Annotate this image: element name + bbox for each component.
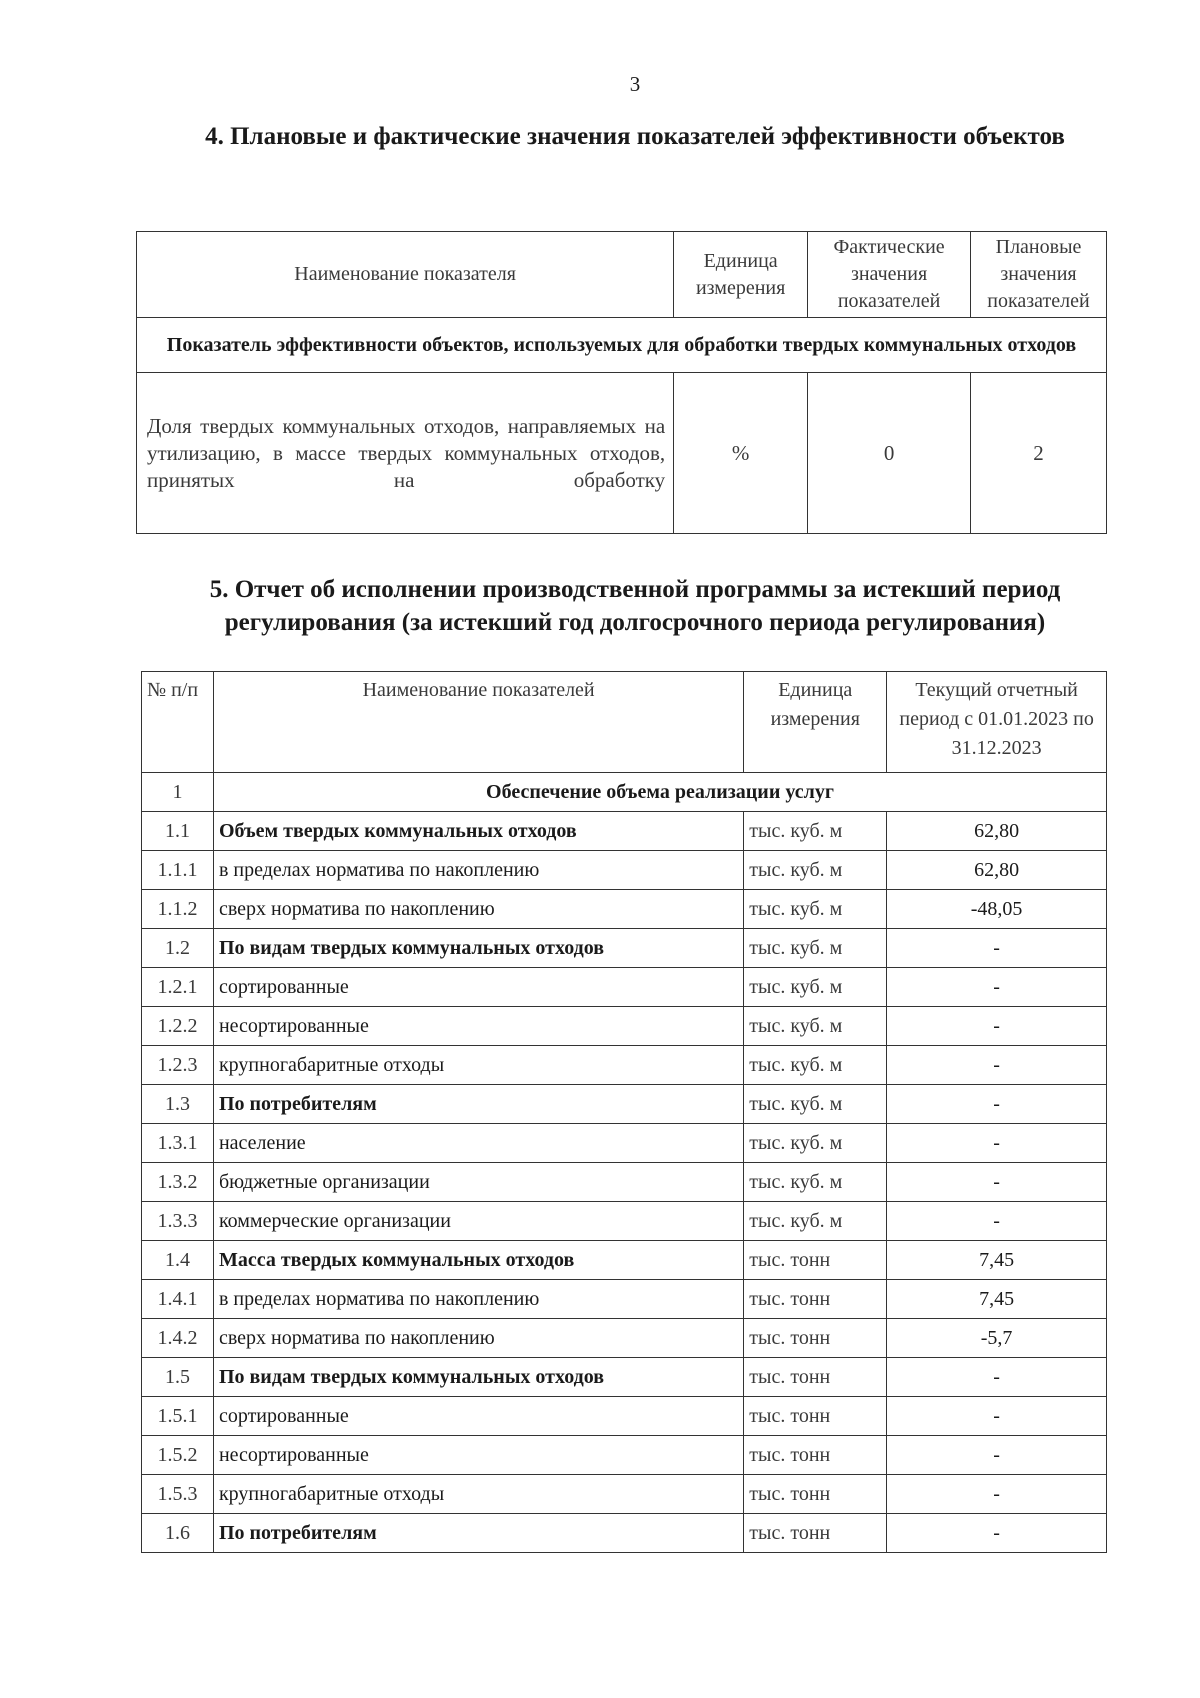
table-row: [142, 968, 1107, 1007]
row-name: несортированные: [213, 1436, 743, 1475]
table-row: [142, 1397, 1107, 1436]
row-unit: тыс. тонн: [744, 1319, 887, 1358]
row-name: коммерческие организации: [213, 1202, 743, 1241]
row-unit: тыс. куб. м: [744, 1202, 887, 1241]
row-unit: тыс. куб. м: [744, 1163, 887, 1202]
row-number: 1.2.1: [142, 968, 214, 1007]
section-title: Показатель эффективности объектов, используемых для обработки твердых коммунальных отходов: [137, 318, 1107, 373]
indicator-unit: %: [674, 373, 808, 534]
row-name: По видам твердых коммунальных отходов: [213, 1358, 743, 1397]
row-number: 1.1.2: [142, 890, 214, 929]
table-row: [142, 1319, 1107, 1358]
header-indicator-names: Наименование показателей: [213, 672, 743, 773]
row-number: 1.3.1: [142, 1124, 214, 1163]
row-number: 1.4.2: [142, 1319, 214, 1358]
row-value: -: [887, 1046, 1107, 1085]
row-name: сортированные: [213, 968, 743, 1007]
row-name: бюджетные организации: [213, 1163, 743, 1202]
row-number: 1.3: [142, 1085, 214, 1124]
row-unit: тыс. куб. м: [744, 812, 887, 851]
row-unit: тыс. куб. м: [744, 968, 887, 1007]
table-row: [142, 1046, 1107, 1085]
row-unit: тыс. куб. м: [744, 1085, 887, 1124]
row-name: население: [213, 1124, 743, 1163]
table-row: [142, 1163, 1107, 1202]
row-number: 1.5.1: [142, 1397, 214, 1436]
row-name: По потребителям: [213, 1514, 743, 1553]
table-row: [142, 1280, 1107, 1319]
header-reporting-period: Текущий отчетный период с 01.01.2023 по 31.12.2023: [887, 672, 1107, 773]
row-value: -: [887, 1124, 1107, 1163]
row-name: Объем твердых коммунальных отходов: [213, 812, 743, 851]
row-unit: тыс. тонн: [744, 1514, 887, 1553]
row-value: -: [887, 1514, 1107, 1553]
row-number: 1.6: [142, 1514, 214, 1553]
table-row: [142, 1124, 1107, 1163]
row-number: 1.5.3: [142, 1475, 214, 1514]
section-4-title: 4. Плановые и фактические значения показателей эффективности объектов: [205, 123, 1065, 150]
indicator-planned: 2: [971, 373, 1107, 534]
row-number: 1.3.2: [142, 1163, 214, 1202]
indicator-name: Доля твердых коммунальных отходов, направляемых на утилизацию, в массе твердых коммунальных отходов, принятых на обработку: [137, 373, 674, 534]
row-unit: тыс. куб. м: [744, 1124, 887, 1163]
section-5-title: 5. Отчет об исполнении производственной программы за истекший период регулирования (за истекший год долгосрочного периода регулирования): [209, 576, 1061, 636]
table-header-row: [142, 672, 1107, 773]
table-row: [142, 812, 1107, 851]
row-name: Масса твердых коммунальных отходов: [213, 1241, 743, 1280]
row-unit: тыс. куб. м: [744, 929, 887, 968]
table-row: [142, 1514, 1107, 1553]
row-value: -: [887, 1202, 1107, 1241]
section-number: 1: [142, 773, 214, 812]
row-name: несортированные: [213, 1007, 743, 1046]
row-unit: тыс. тонн: [744, 1280, 887, 1319]
row-number: 1.3.3: [142, 1202, 214, 1241]
row-name: сверх норматива по накоплению: [213, 890, 743, 929]
table-row: [142, 1358, 1107, 1397]
row-value: 7,45: [887, 1280, 1107, 1319]
row-number: 1.1: [142, 812, 214, 851]
row-unit: тыс. тонн: [744, 1358, 887, 1397]
row-value: -: [887, 1436, 1107, 1475]
row-unit: тыс. тонн: [744, 1436, 887, 1475]
efficiency-indicators-table: [136, 231, 1107, 534]
table-row: [142, 1085, 1107, 1124]
row-value: 7,45: [887, 1241, 1107, 1280]
table-section-row: [137, 318, 1107, 373]
row-unit: тыс. тонн: [744, 1475, 887, 1514]
header-number: № п/п: [142, 672, 214, 773]
row-unit: тыс. тонн: [744, 1397, 887, 1436]
table-row: [142, 1007, 1107, 1046]
row-unit: тыс. тонн: [744, 1241, 887, 1280]
row-value: -: [887, 1397, 1107, 1436]
row-name: сверх норматива по накоплению: [213, 1319, 743, 1358]
row-value: -: [887, 1358, 1107, 1397]
row-value: 62,80: [887, 812, 1107, 851]
header-indicator-name: Наименование показателя: [137, 232, 674, 318]
row-name: крупногабаритные отходы: [213, 1046, 743, 1085]
row-unit: тыс. куб. м: [744, 1046, 887, 1085]
row-value: 62,80: [887, 851, 1107, 890]
row-number: 1.4.1: [142, 1280, 214, 1319]
table-row: [142, 1241, 1107, 1280]
header-planned-values: Плановые значения показателей: [971, 232, 1107, 318]
row-value: -48,05: [887, 890, 1107, 929]
row-name: сортированные: [213, 1397, 743, 1436]
row-number: 1.5: [142, 1358, 214, 1397]
header-unit: Единица измерения: [744, 672, 887, 773]
row-unit: тыс. куб. м: [744, 890, 887, 929]
table-row: [142, 1202, 1107, 1241]
table-row: [142, 929, 1107, 968]
page-number: 3: [629, 72, 641, 96]
section-name: Обеспечение объема реализации услуг: [213, 773, 1106, 812]
row-number: 1.2: [142, 929, 214, 968]
row-number: 1.2.3: [142, 1046, 214, 1085]
table-row: [142, 1436, 1107, 1475]
indicator-actual: 0: [808, 373, 971, 534]
row-name: По потребителям: [213, 1085, 743, 1124]
production-program-report-table: [141, 671, 1107, 1553]
row-value: -: [887, 1007, 1107, 1046]
row-value: -5,7: [887, 1319, 1107, 1358]
table-row: [137, 373, 1107, 534]
row-name: По видам твердых коммунальных отходов: [213, 929, 743, 968]
row-number: 1.2.2: [142, 1007, 214, 1046]
header-actual-values: Фактические значения показателей: [808, 232, 971, 318]
row-name: крупногабаритные отходы: [213, 1475, 743, 1514]
table-header-row: [137, 232, 1107, 318]
row-value: -: [887, 1475, 1107, 1514]
row-number: 1.4: [142, 1241, 214, 1280]
row-number: 1.5.2: [142, 1436, 214, 1475]
table-row: [142, 851, 1107, 890]
row-value: -: [887, 929, 1107, 968]
row-unit: тыс. куб. м: [744, 851, 887, 890]
row-unit: тыс. куб. м: [744, 1007, 887, 1046]
row-value: -: [887, 1085, 1107, 1124]
table-row: [142, 890, 1107, 929]
row-value: -: [887, 1163, 1107, 1202]
row-value: -: [887, 968, 1107, 1007]
header-unit: Единица измерения: [674, 232, 808, 318]
table-section-row: [142, 773, 1107, 812]
row-name: в пределах норматива по накоплению: [213, 851, 743, 890]
row-number: 1.1.1: [142, 851, 214, 890]
table-row: [142, 1475, 1107, 1514]
row-name: в пределах норматива по накоплению: [213, 1280, 743, 1319]
